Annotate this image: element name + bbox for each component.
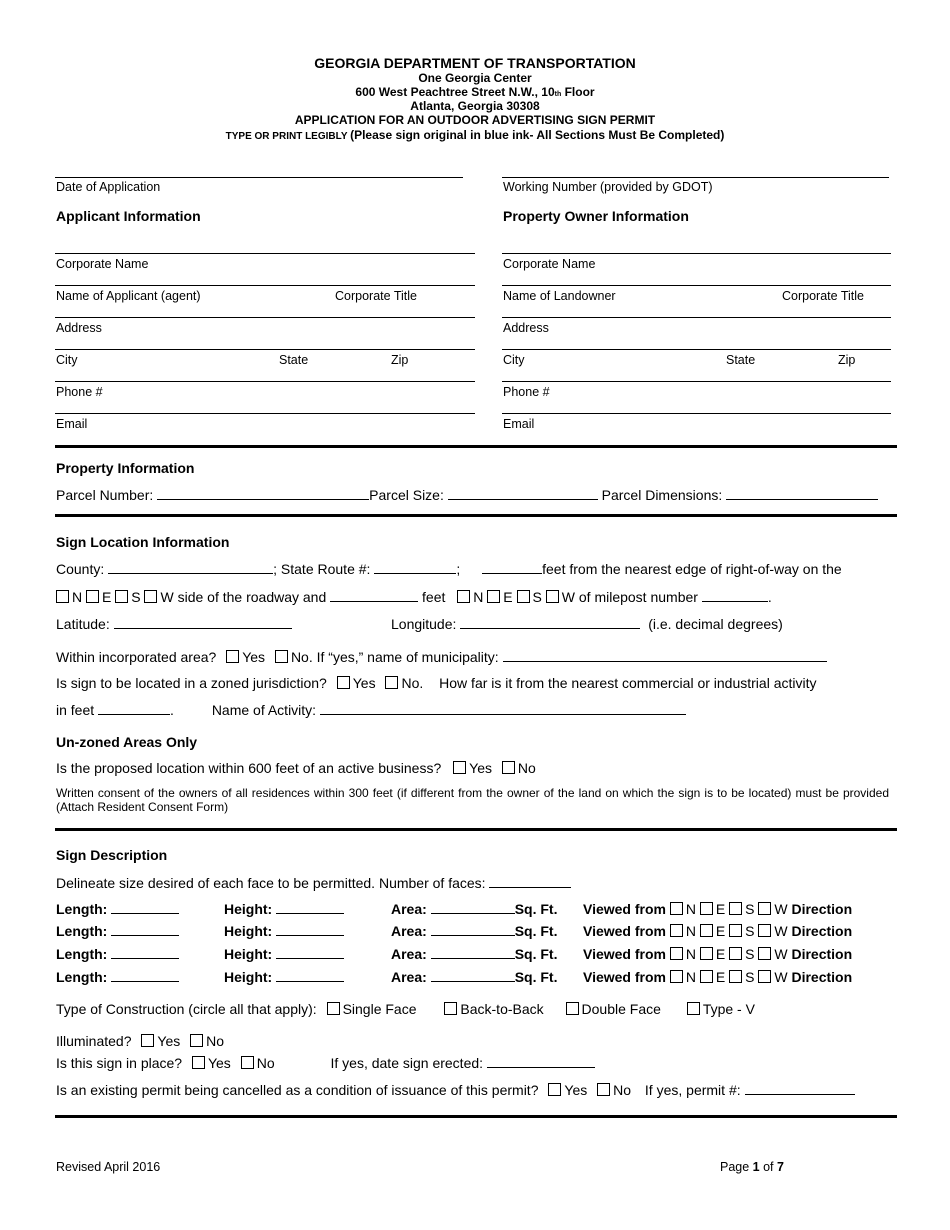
- side-e-checkbox[interactable]: [86, 590, 99, 603]
- existing-permit-yes-label: Yes: [564, 1082, 588, 1098]
- applicant-name-label: Name of Applicant (agent): [56, 289, 201, 303]
- face-area: [391, 946, 557, 962]
- viewed-e-label: E: [715, 901, 726, 917]
- in-place-no-label: No: [256, 1055, 275, 1071]
- revised-date: Revised April 2016: [56, 1160, 161, 1174]
- viewed-n-label: N: [685, 901, 697, 917]
- form-title: APPLICATION FOR AN OUTDOOR ADVERTISING SIGN PERMIT: [294, 113, 656, 127]
- length-label: Length:: [56, 901, 108, 917]
- working-number-field[interactable]: [502, 177, 889, 178]
- in-place-row: [56, 1055, 595, 1071]
- parcel-size-label: Parcel Size:: [369, 487, 444, 503]
- in-feet-period: .: [170, 702, 174, 718]
- permit-number-field[interactable]: [745, 1082, 855, 1095]
- face-height: [224, 923, 344, 939]
- viewed-w-checkbox[interactable]: [758, 902, 771, 915]
- county-field[interactable]: [108, 561, 273, 574]
- date-erected-field[interactable]: [487, 1055, 595, 1068]
- applicant-name-field[interactable]: [55, 285, 475, 286]
- state-route-semicolon: ;: [456, 561, 461, 577]
- longitude-row: [391, 616, 783, 632]
- longitude-label: Longitude:: [391, 616, 457, 632]
- unzoned-row: [56, 760, 536, 776]
- owner-state-label: State: [726, 353, 756, 367]
- incorporated-yes-checkbox[interactable]: [226, 650, 239, 663]
- direction-label: Direction: [791, 946, 853, 962]
- type-v-checkbox[interactable]: [687, 1002, 700, 1015]
- viewed-s-label: S: [745, 901, 755, 917]
- owner-heading: Property Owner Information: [503, 208, 689, 224]
- street-suffix: Floor: [561, 85, 595, 99]
- viewed-w-label: W: [774, 901, 788, 917]
- parcel-number-label: Parcel Number:: [56, 487, 154, 503]
- sq-ft-label: Sq. Ft.: [514, 901, 558, 917]
- applicant-city-label: City: [56, 353, 78, 367]
- face-length: [56, 946, 179, 962]
- date-of-application-field[interactable]: [55, 177, 463, 178]
- incorporated-yes-label: Yes: [242, 649, 266, 665]
- viewed-n-checkbox[interactable]: [670, 970, 683, 983]
- applicant-email-label: Email: [56, 417, 88, 431]
- permit-number-label: If yes, permit #:: [644, 1082, 741, 1098]
- parcel-dimensions-label: Parcel Dimensions:: [601, 487, 723, 503]
- viewed-from-label: Viewed from: [583, 969, 666, 985]
- applicant-state-label: State: [279, 353, 309, 367]
- latitude-row: [56, 616, 292, 632]
- side-n-label: N: [72, 589, 83, 605]
- owner-email-field[interactable]: [502, 413, 891, 414]
- milepost-w-checkbox[interactable]: [546, 590, 559, 603]
- instructions-main: (Please sign original in blue ink- All Sections Must Be Completed): [350, 128, 725, 142]
- milepost-w-label: W: [561, 589, 575, 605]
- street-sup: th: [554, 91, 562, 98]
- milepost-period: .: [767, 589, 772, 605]
- viewed-e-checkbox[interactable]: [700, 902, 713, 915]
- applicant-phone-field[interactable]: [55, 381, 475, 382]
- decimal-degrees-note: (i.e. decimal degrees): [648, 616, 783, 632]
- sq-ft-label: Sq. Ft.: [514, 946, 558, 962]
- side-of-roadway-label: side of the roadway and: [177, 589, 327, 605]
- height-field[interactable]: [276, 969, 344, 982]
- date-of-application-label: Date of Application: [56, 180, 161, 194]
- back-to-back-label: Back-to-Back: [460, 1001, 544, 1017]
- viewed-e-checkbox[interactable]: [700, 924, 713, 937]
- page-label: Page: [720, 1160, 753, 1174]
- milepost-n-checkbox[interactable]: [457, 590, 470, 603]
- owner-corporate-title-label: Corporate Title: [782, 289, 864, 303]
- zoned-yes-label: Yes: [352, 675, 376, 691]
- height-field[interactable]: [276, 923, 344, 936]
- description-heading: Sign Description: [56, 847, 168, 863]
- viewed-n-checkbox[interactable]: [670, 947, 683, 960]
- face-area: [391, 901, 557, 917]
- in-place-label: Is this sign in place?: [56, 1055, 183, 1071]
- illuminated-no-checkbox[interactable]: [190, 1034, 203, 1047]
- single-face-checkbox[interactable]: [327, 1002, 340, 1015]
- height-label: Height:: [224, 923, 273, 939]
- type-v-label: Type - V: [702, 1001, 755, 1017]
- county-row: [56, 561, 842, 577]
- unzoned-no-label: No: [517, 760, 536, 776]
- face-viewed-from: [583, 946, 852, 962]
- existing-permit-no-label: No: [613, 1082, 632, 1098]
- faces-row: [56, 875, 571, 891]
- in-feet-label: in feet: [56, 702, 95, 718]
- location-heading: Sign Location Information: [56, 534, 230, 550]
- parcel-dimensions-field[interactable]: [726, 487, 878, 500]
- back-to-back-checkbox[interactable]: [444, 1002, 457, 1015]
- illuminated-row: [56, 1033, 224, 1049]
- incorporated-question: Within incorporated area?: [56, 649, 217, 665]
- side-e-label: E: [102, 589, 112, 605]
- face-viewed-from: [583, 901, 852, 917]
- length-field[interactable]: [111, 901, 179, 914]
- side-n-checkbox[interactable]: [56, 590, 69, 603]
- height-label: Height:: [224, 901, 273, 917]
- existing-permit-yes-checkbox[interactable]: [548, 1083, 561, 1096]
- unzoned-yes-checkbox[interactable]: [453, 761, 466, 774]
- feet-from-edge-label: feet from the nearest edge of right-of-way on the: [542, 561, 842, 577]
- owner-email-label: Email: [503, 417, 535, 431]
- height-label: Height:: [224, 969, 273, 985]
- parcel-size-field[interactable]: [448, 487, 598, 500]
- viewed-from-label: Viewed from: [583, 901, 666, 917]
- owner-address-field[interactable]: [502, 317, 891, 318]
- sq-ft-label: Sq. Ft.: [514, 969, 558, 985]
- viewed-n-checkbox[interactable]: [670, 902, 683, 915]
- applicant-corporate-title-label: Corporate Title: [335, 289, 417, 303]
- milepost-n-label: N: [473, 589, 484, 605]
- viewed-s-label: S: [745, 969, 755, 985]
- construction-row: [56, 1001, 755, 1017]
- double-face-checkbox[interactable]: [566, 1002, 579, 1015]
- face-length: [56, 901, 179, 917]
- direction-label: Direction: [791, 901, 853, 917]
- applicant-address-field[interactable]: [55, 317, 475, 318]
- applicant-heading: Applicant Information: [56, 208, 201, 224]
- building-name: One Georgia Center: [418, 71, 532, 85]
- sq-ft-label: Sq. Ft.: [514, 923, 558, 939]
- height-label: Height:: [224, 946, 273, 962]
- applicant-corporate-name-field[interactable]: [55, 253, 475, 254]
- viewed-w-checkbox[interactable]: [758, 947, 771, 960]
- height-field[interactable]: [276, 946, 344, 959]
- double-face-label: Double Face: [581, 1001, 661, 1017]
- viewed-w-label: W: [774, 969, 788, 985]
- in-place-yes-label: Yes: [207, 1055, 231, 1071]
- area-label: Area:: [391, 969, 427, 985]
- viewed-n-checkbox[interactable]: [670, 924, 683, 937]
- zoned-yes-checkbox[interactable]: [337, 676, 350, 689]
- viewed-s-checkbox[interactable]: [729, 902, 742, 915]
- viewed-w-label: W: [774, 923, 788, 939]
- milepost-distance-field[interactable]: [330, 589, 418, 602]
- municipality-field[interactable]: [503, 649, 827, 662]
- construction-label: Type of Construction (circle all that apply):: [56, 1001, 317, 1017]
- length-label: Length:: [56, 946, 108, 962]
- applicant-zip-label: Zip: [391, 353, 409, 367]
- delineate-label: Delineate size desired of each face to be permitted. Number of faces:: [56, 875, 486, 891]
- existing-permit-no-checkbox[interactable]: [597, 1083, 610, 1096]
- area-label: Area:: [391, 923, 427, 939]
- page-indicator: [720, 1160, 784, 1174]
- area-field[interactable]: [431, 946, 515, 959]
- viewed-s-label: S: [745, 946, 755, 962]
- activity-label: Name of Activity:: [211, 702, 317, 718]
- face-height: [224, 946, 344, 962]
- section-divider: [55, 828, 897, 831]
- zoned-no-checkbox[interactable]: [385, 676, 398, 689]
- in-place-no-checkbox[interactable]: [241, 1056, 254, 1069]
- area-field[interactable]: [431, 923, 515, 936]
- of-milepost-label: of milepost number: [578, 589, 698, 605]
- face-height: [224, 901, 344, 917]
- date-erected-label: If yes, date sign erected:: [330, 1055, 484, 1071]
- viewed-from-label: Viewed from: [583, 946, 666, 962]
- parcel-row: [56, 487, 878, 503]
- zoned-row: [56, 675, 817, 691]
- city-address: Atlanta, Georgia 30308: [410, 99, 540, 113]
- zoned-no-label: No.: [401, 675, 424, 691]
- section-divider: [55, 1115, 897, 1118]
- length-field[interactable]: [111, 923, 179, 936]
- face-height: [224, 969, 344, 985]
- milepost-e-label: E: [503, 589, 513, 605]
- area-label: Area:: [391, 946, 427, 962]
- page-current: 1: [752, 1160, 760, 1174]
- street-address: [0, 85, 950, 99]
- unzoned-no-checkbox[interactable]: [502, 761, 515, 774]
- section-divider: [55, 514, 897, 517]
- existing-permit-label: Is an existing permit being cancelled as a condition of issuance of this permit?: [56, 1082, 539, 1098]
- illuminated-yes-label: Yes: [157, 1033, 181, 1049]
- viewed-s-checkbox[interactable]: [729, 947, 742, 960]
- latitude-label: Latitude:: [56, 616, 110, 632]
- face-length: [56, 923, 179, 939]
- incorporated-no-label: No.: [290, 649, 313, 665]
- parcel-number-field[interactable]: [157, 487, 369, 500]
- applicant-corporate-name-label: Corporate Name: [56, 257, 149, 271]
- applicant-email-field[interactable]: [55, 413, 475, 414]
- zoned-question: Is sign to be located in a zoned jurisdiction?: [56, 675, 327, 691]
- state-route-field[interactable]: [374, 561, 456, 574]
- applicant-address-label: Address: [56, 321, 102, 335]
- latitude-field[interactable]: [114, 616, 292, 629]
- owner-landowner-label: Name of Landowner: [503, 289, 616, 303]
- milepost-s-checkbox[interactable]: [517, 590, 530, 603]
- page-total: 7: [777, 1160, 784, 1174]
- length-label: Length:: [56, 923, 108, 939]
- agency-title: GEORGIA DEPARTMENT OF TRANSPORTATION: [314, 55, 636, 71]
- applicant-phone-label: Phone #: [56, 385, 103, 399]
- area-label: Area:: [391, 901, 427, 917]
- face-length: [56, 969, 179, 985]
- owner-corporate-name-field[interactable]: [502, 253, 891, 254]
- owner-zip-label: Zip: [838, 353, 856, 367]
- direction-label: Direction: [791, 923, 853, 939]
- page-of: of: [759, 1160, 777, 1174]
- incorporated-row: [56, 649, 827, 665]
- unzoned-question: Is the proposed location within 600 feet of an active business?: [56, 760, 442, 776]
- in-place-yes-checkbox[interactable]: [192, 1056, 205, 1069]
- in-feet-field[interactable]: [98, 702, 170, 715]
- section-divider: [55, 445, 897, 448]
- owner-landowner-field[interactable]: [502, 285, 891, 286]
- viewed-e-label: E: [715, 923, 726, 939]
- viewed-w-checkbox[interactable]: [758, 924, 771, 937]
- side-s-checkbox[interactable]: [115, 590, 128, 603]
- existing-permit-row: [56, 1082, 855, 1098]
- county-label: County:: [56, 561, 105, 577]
- municipality-label: If “yes,” name of municipality:: [316, 649, 499, 665]
- state-route-label: ; State Route #:: [273, 561, 371, 577]
- number-of-faces-field[interactable]: [489, 875, 571, 888]
- face-area: [391, 969, 557, 985]
- side-s-label: S: [131, 589, 141, 605]
- milepost-e-checkbox[interactable]: [487, 590, 500, 603]
- viewed-s-checkbox[interactable]: [729, 924, 742, 937]
- illuminated-no-label: No: [206, 1033, 225, 1049]
- incorporated-no-checkbox[interactable]: [275, 650, 288, 663]
- owner-corporate-name-label: Corporate Name: [503, 257, 596, 271]
- area-field[interactable]: [431, 969, 515, 982]
- viewed-e-label: E: [715, 969, 726, 985]
- activity-field[interactable]: [320, 702, 686, 715]
- property-heading: Property Information: [56, 460, 195, 476]
- street-prefix: 600 West Peachtree Street N.W., 10: [355, 85, 555, 99]
- length-field[interactable]: [111, 946, 179, 959]
- viewed-e-label: E: [715, 946, 726, 962]
- area-field[interactable]: [431, 901, 515, 914]
- face-area: [391, 923, 557, 939]
- owner-phone-field[interactable]: [502, 381, 891, 382]
- milepost-feet-label: feet: [422, 589, 446, 605]
- owner-city-field[interactable]: [502, 349, 891, 350]
- longitude-field[interactable]: [460, 616, 640, 629]
- milepost-s-label: S: [532, 589, 542, 605]
- milepost-number-field[interactable]: [702, 589, 768, 602]
- working-number-label: Working Number (provided by GDOT): [503, 180, 713, 194]
- feet-from-edge-field[interactable]: [482, 561, 542, 574]
- applicant-city-field[interactable]: [55, 349, 475, 350]
- in-feet-row: [56, 702, 686, 718]
- height-field[interactable]: [276, 901, 344, 914]
- direction-label: Direction: [791, 969, 853, 985]
- length-field[interactable]: [111, 969, 179, 982]
- viewed-n-label: N: [685, 946, 697, 962]
- instructions: [0, 128, 950, 142]
- owner-city-label: City: [503, 353, 525, 367]
- viewed-e-checkbox[interactable]: [700, 947, 713, 960]
- illuminated-label: Illuminated?: [56, 1033, 132, 1049]
- owner-address-label: Address: [503, 321, 549, 335]
- viewed-from-label: Viewed from: [583, 923, 666, 939]
- viewed-e-checkbox[interactable]: [700, 970, 713, 983]
- viewed-s-label: S: [745, 923, 755, 939]
- viewed-s-checkbox[interactable]: [729, 970, 742, 983]
- owner-phone-label: Phone #: [503, 385, 550, 399]
- viewed-n-label: N: [685, 923, 697, 939]
- viewed-w-checkbox[interactable]: [758, 970, 771, 983]
- instructions-small: TYPE OR PRINT LEGIBLY: [225, 131, 351, 142]
- face-viewed-from: [583, 923, 852, 939]
- unzoned-heading: Un-zoned Areas Only: [56, 734, 198, 750]
- how-far-question: How far is it from the nearest commercial or industrial activity: [439, 675, 817, 691]
- side-w-label: W: [160, 589, 174, 605]
- length-label: Length:: [56, 969, 108, 985]
- viewed-w-label: W: [774, 946, 788, 962]
- unzoned-yes-label: Yes: [469, 760, 492, 776]
- consent-note: Written consent of the owners of all residences within 300 feet (if different from the owner of the land on which the sign is to be located) must be provided (Attach Resident Consent Form): [56, 786, 889, 814]
- side-w-checkbox[interactable]: [144, 590, 157, 603]
- viewed-n-label: N: [685, 969, 697, 985]
- side-row: [56, 589, 772, 605]
- single-face-label: Single Face: [342, 1001, 417, 1017]
- illuminated-yes-checkbox[interactable]: [141, 1034, 154, 1047]
- face-viewed-from: [583, 969, 852, 985]
